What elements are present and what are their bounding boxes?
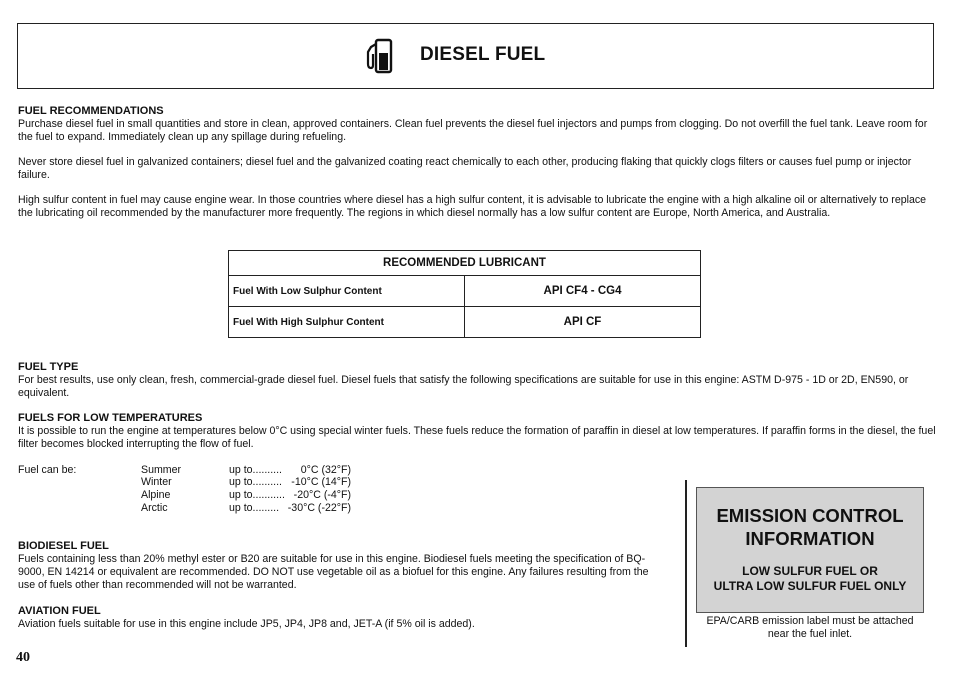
table-cell-spec: API CF [465,307,701,338]
recommended-lubricant-table [228,250,701,338]
low-temperatures-heading: FUELS FOR LOW TEMPERATURES [18,412,203,424]
temperature-value: 0°C (32°F) [300,464,351,476]
emission-subtitle [697,564,923,594]
emission-title-line: INFORMATION [745,528,875,549]
fuel-recommendations-heading: FUEL RECOMMENDATIONS [18,105,164,117]
header-box [17,23,934,89]
vertical-divider [685,480,687,647]
aviation-fuel-paragraph: Aviation fuels suitable for use in this engine include JP5, JP4, JP8 and, JET-A (if 5% oil is added). [18,618,475,630]
fuel-type-paragraph: For best results, use only clean, fresh, commercial-grade diesel fuel. Diesel fuels that satisfy the following specifications are suitable for use in this engine: ASTM D-975 - 1D or 2D, EN590, or equivalent. [18,374,909,399]
table-row [229,276,701,307]
fuel-recommendations-paragraph-2: Never store diesel fuel in galvanized containers; diesel fuel and the galvanized coating react chemically to each other, producing flaking that quickly clogs filters or causes fuel pump or injector failure. [18,156,912,181]
page-title: DIESEL FUEL [420,44,546,65]
table-header: RECOMMENDED LUBRICANT [229,251,701,276]
up-to-leader: up to.......... [229,476,282,488]
emission-title [697,504,923,550]
season-label: Alpine [141,489,171,501]
up-to-leader: up to......... [229,502,280,514]
emission-title-line: EMISSION CONTROL [716,505,904,526]
table-header-row [229,251,701,276]
emission-note: EPA/CARB emission label must be attached near the fuel inlet. [706,615,914,640]
fuel-recommendations-paragraph-3: High sulfur content in fuel may cause engine wear. In those countries where diesel has a high sulfur content, it is advisable to lubricate the engine with a high alkaline oil or alternatively to replace the lubricating oil recommended by the manufacturer more frequently. The regions in which diesel normally has a low sulfur content are Europe, North America, and Australia. [18,194,927,219]
season-label: Summer [141,464,182,476]
season-label: Arctic [141,502,168,514]
biodiesel-heading: BIODIESEL FUEL [18,540,109,552]
table-cell-spec: API CF4 - CG4 [465,276,701,307]
table-cell-label: Fuel With High Sulphur Content [229,307,465,338]
season-label: Winter [141,476,172,488]
temperature-value: -20°C (-4°F) [293,489,351,501]
aviation-fuel-heading: AVIATION FUEL [18,605,101,617]
up-to-leader: up to.......... [229,464,282,476]
temperature-value: -10°C (14°F) [291,476,351,488]
fuel-type-heading: FUEL TYPE [18,361,79,373]
fuel-pump-icon [365,38,395,74]
fuel-recommendations-paragraph-1: Purchase diesel fuel in small quantities and store in clean, approved containers. Clean fuel prevents the diesel fuel injectors and pumps from clogging. Do not overfill the fuel tank. Leave room for the fuel to expand. Immediately clean up any spillage during refueling. [18,118,928,143]
page-number: 40 [16,650,30,665]
emission-subtitle-line: LOW SULFUR FUEL OR [742,564,878,578]
biodiesel-paragraph: Fuels containing less than 20% methyl ester or B20 are suitable for use in this engine. Biodiesel fuels meeting the specification of BQ-9000, EN 14214 or equivalent are recommended. DO NOT use vegetable oil as a biofuel for this engine. Any failures resulting from the use of fuels other than recommended will not be warranted. [18,553,649,591]
low-temperatures-paragraph: It is possible to run the engine at temperatures below 0°C using special winter fuels. These fuels reduce the formation of paraffin in diesel at low temperatures. If paraffin forms in the diesel, the fuel filter becomes blocked interrupting the flow of fuel. [18,425,936,450]
temperature-value: -30°C (-22°F) [287,502,351,514]
table-cell-label: Fuel With Low Sulphur Content [229,276,465,307]
fuel-can-be-label: Fuel can be: [18,464,77,476]
emission-control-label [696,487,924,613]
table-row [229,307,701,338]
emission-subtitle-line: ULTRA LOW SULFUR FUEL ONLY [713,579,907,593]
up-to-leader: up to........... [229,489,285,501]
